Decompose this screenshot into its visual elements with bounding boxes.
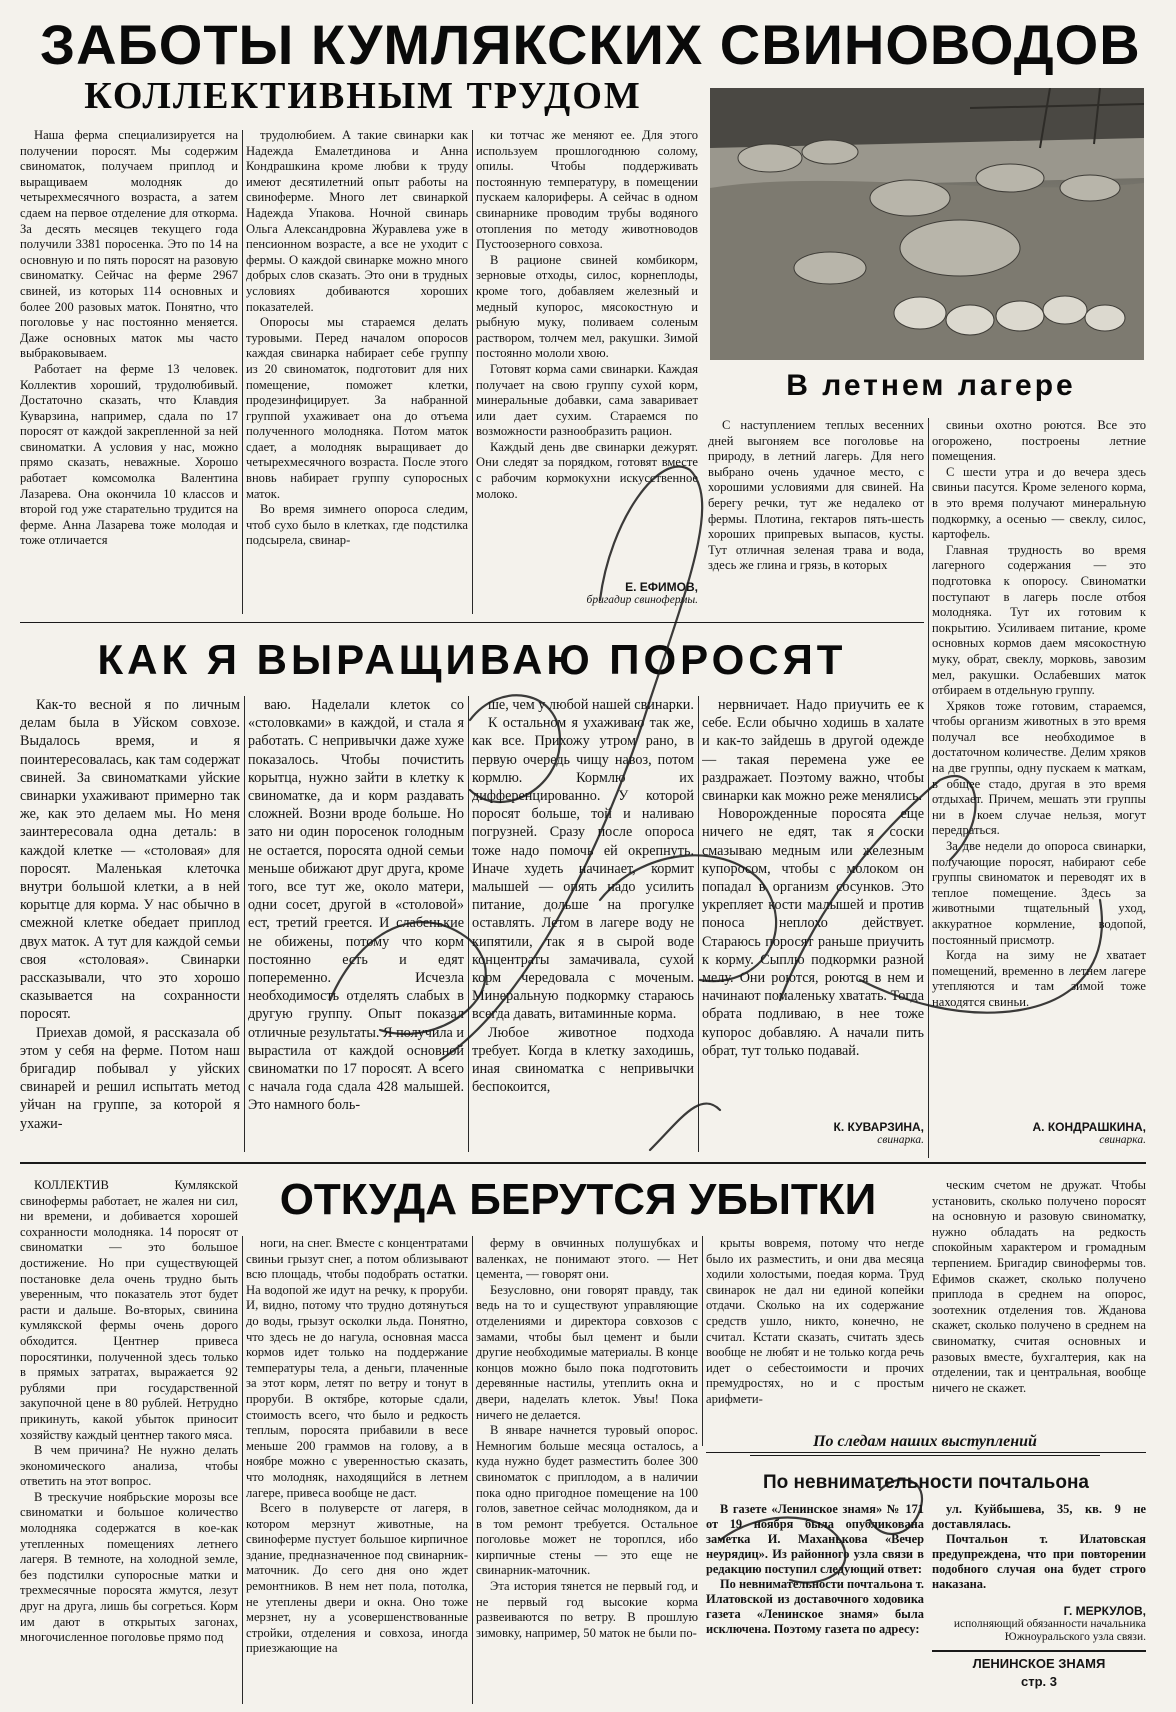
section-divider — [932, 1650, 1146, 1652]
article3-paragraph: Новорожденные поросята еще ничего не едят, так я соски смазываю медным или железным купоросом, чтобы с молоком он попадал в организм сосунков. Это укрепляет кости малышей и против поноса неплохо действует. Стараюсь поросят раньше приучить к корму. Сыплю подкормки разной мелу. Они роются, роются в нем и начинают помаленьку хватать. Тогда обрата подливаю, в нее тоже купорос добавляю. А начали пить обрат, тут только подавай. — [702, 806, 924, 1059]
article2-column-2 — [932, 418, 1146, 1118]
page-title: ЗАБОТЫ КУМЛЯКСКИХ СВИНОВОДОВ — [40, 13, 1141, 76]
article4-paragraph: Всего в полуверсте от лагеря, в котором мерзнут животные, на свиноферме пустует большое кирпичное здание, предназначенное под свинарник-маточник. До сего дня оно ждет ремонтников. В нем нет пола, потолка, не утеплены двери и окна. Оно тоже мерзнет, ну а усовершенствованные стройки, отделения и совхоза, иногда приезжающие на — [246, 1501, 468, 1656]
article1-paragraph: Опоросы мы стараемся делать туровыми. Перед началом опоросов каждая свинарка набирает себе группу из 20 свиноматок, подготовит для них помещение, поможет клетки, продезинфицирует. За набранной группой ухаживает она до отъема полученного молодняка. Потом маток сдает, а молодняк выращивает до четырехмесячного возраста. После этого вновь набирает группу супоросных маток. — [246, 315, 468, 501]
article3-paragraph: ваю. Наделали клеток со «столовками» в каждой, и стала я работать. С непривычки даже хуже показалось. Чтобы почистить корытца, нужно зайти в клетку к свиноматке, да и корм раздавать сложней. Возни вроде больше. Но зато ни один поросенок голодным не остается, поросята одной семьи меньше обижают друг друга, кроме того, все тут же, около матери, одни сосет, другой в «столовой» ест, третий греется. И слабенькие не обижены, потому что корм постоянно есть и едят попеременно. Исчезла необходимость отделять слабых в другую группу. Опыт показал отличные результаты. Я получила и вырастила от каждой основной свиноматки по 17 поросят. А всего с начала года сдала 428 малышей. Это намного боль- — [248, 697, 464, 1114]
article5-paragraph: В газете «Ленинское знамя» № 171 от 19 ноября была опубликована заметка И. Маханькова «Вечер неурядиц». Из районного узла связи в редакцию поступил следующий ответ: — [706, 1502, 924, 1576]
article3-paragraph: К остальном я ухаживаю так же, как все. Прихожу утром рано, в первую очередь чищу навоз, потом кормлю. Кормлю их дифференцированно. У которой поросят больше, той и наливаю погрузней. Сразу после опороса тоже надо помочь ей окрепнуть. Иначе худеть начинает, кормит малышей — опять надо усилить питание, дольше на прогулке оставлять. Летом в лагере воду не кипятили, так я в сырой воде концентраты замачивала, сухой корм чередовала с моченым. Минеральную подкормку стараюсь всегда давать, витаминные корма. — [472, 715, 694, 1023]
article4-paragraph: В январе начнется туровый опорос. Немногим больше месяца осталось, а куда нужно будет разместить более 300 свиноматок с приплодом, а в наличии пока одно пригодное помещение на 100 голов, заветное сейчас молодняком, да и в том ремонт требуется. Остальное поголовье может не тороплся, ибо кирпичные стены — это еще не свинарник-маточник. — [476, 1423, 698, 1578]
article2-author: А. КОНДРАШКИНА, — [1032, 1120, 1146, 1134]
article1-paragraph: Готовят корма сами свинарки. Каждая получает на свою группу сухой корм, минеральные добавки, сама заваривает или дает сухим. Стараемся по возможности разнообразить рацион. — [476, 361, 698, 439]
article4-column-1 — [20, 1178, 238, 1704]
article4-column-3 — [476, 1236, 698, 1704]
column-divider — [244, 696, 245, 1152]
article4-column-5 — [932, 1178, 1146, 1450]
pigs-photo-illustration — [710, 88, 1144, 360]
article3-column-2 — [248, 696, 464, 1156]
article5-paragraph: ул. Куйбышева, 35, кв. 9 не доставлялась. — [932, 1502, 1146, 1531]
article3-title: КАК Я ВЫРАЩИВАЮ ПОРОСЯТ — [97, 636, 847, 683]
article4-title: ОТКУДА БЕРУТСЯ УБЫТКИ — [279, 1175, 877, 1224]
article4-column-2 — [246, 1236, 468, 1704]
article4-paragraph: КОЛЛЕКТИВ Кумлякской свинофермы работает, не жалея ни сил, ни времени, и добивается хорошей сохранности молодняка. 14 поросят от свиноматки — это большое достижение. Но при существующей постановке дела очень трудно быть уверенным, что показатель этот будет расти и дальше. Во-вторых, свинина кумлякской фермы очень дорого обходится. Центнер привеса поросятинки, полученной здесь только в прямых затратах, выражается 92 рублями при государственной закупочной цене в 80 рублей. Нетрудно прикинуть, какой убыток приносит хозяйству каждый центнер такого мяса. — [20, 1178, 238, 1442]
column-divider — [472, 130, 473, 614]
article1-paragraph: Наша ферма специализируется на получении поросят. Мы содержим свиноматок, получаем приплод и выращиваем молодняк до четырехмесячного возраста, а затем сдаем на первое отделение для откорма. За десять месяцев текущего года получили 3381 поросенка. Это по 14 на основную и по пять поросят на разовую свиноматку. Сейчас на ферме 2967 свиней, из которых 114 основных и более 200 разовых маток. Понятно, что поголовье у нас постоянно меняется. Даже основных маток мы часто выбраковываем. — [20, 128, 238, 361]
article2-paragraph: С наступлением теплых весенних дней выгоняем все поголовье на природу, в летний лагерь. Для него выбрано очень удачное место, с хорошими условиями для свиней. На берегу речки, тут же недалеко от фермы. Плотина, гектаров пять-шесть хороших припревых выпасов, кусты. Тут отличная зеленая трава и вода, здесь же глина и грязь, в которых — [708, 418, 924, 573]
article3-author: К. КУВАРЗИНА, — [833, 1120, 924, 1134]
article5-title: По невнимательности почтальона — [763, 1472, 1089, 1493]
column-divider — [702, 1236, 703, 1446]
article5-column-2 — [932, 1502, 1146, 1602]
article3-paragraph: Как-то весной я по личным делам была в Уйском совхозе. Выдалось время, и я поинтересовалась, как там содержат свиней. За свиноматками уйские свинарки ухаживают примерно так же, как это делаем мы. Но меня заинтересовала одна деталь: в каждой клетке — «столовая» для поросят. Маленькая клеточка внутри большой клетки, а в ней корытце для корма. У нас обычно в смежной клетке обедает приплод двух маток. А тут для каждой семьи своя «столовая». Свинарки рассказывали, что это хорошо сказывается на сохранности поросят. — [20, 697, 240, 1023]
article3-author-role: свинарка. — [877, 1134, 924, 1146]
article4-paragraph: ноги, на снег. Вместе с концентратами свиньи грызут снег, а потом облизывают всю площадь, чтобы подобрать остатки. На водопой же идут на речку, к проруби. И, видно, потому что трудно дотянуться до воды, грызут осколки льда. Понятно, что здесь не до нагула, основная масса кормов идет только на поддержание температуры тела, а деньги, плаченные за этот корм, летят по ветру и тонут в проруби. В октябре, которые сдали, стоимость всего, что было и редкость теплым, поросята прибавили в весе меньше 200 граммов на голову, а в ноябре можно с уверенностью сказать, что молодняк, находящийся в летнем лагере, привеса вообще не даст. — [246, 1236, 468, 1500]
article2-paragraph: Хряков тоже готовим, стараемся, чтобы организм животных в это время получал все необходимое в достаточном количестве. Делим хряков на две группы, одну пускаем к маткам, в общее стадо, другая в это время отдыхает. Причем, мешать эти группы ни в коем случае нельзя, могут передраться. — [932, 698, 1146, 838]
article3-column-4 — [702, 696, 924, 1116]
article4-paragraph: Эта история тянется не первый год, и не первый год высокие корма развеиваются по ветру. В прошлую зимовку, например, 50 маток не были по- — [476, 1579, 698, 1640]
article1-author-role: бригадир свинофермы. — [586, 594, 698, 606]
article2-column-1 — [708, 418, 924, 614]
article1-paragraph: В рационе свиней комбикорм, зерновые отходы, силос, корнеплоды, кроме того, добавляем железный и медный купорос, мясокостную и рыбную муку, поливаем соленым раствором, толчем мел, ракушки. Зимой постоянно мололи хвою. — [476, 252, 698, 361]
article4-paragraph: ческим счетом не дружат. Чтобы установить, сколько получено поросят на основную и разовую свиноматку, нужно обладать на редкость спокойным характером и громадным терпением. Бригадир свинофермы тов. Ефимов скажет, сколько получено приплода в среднем на опорос, зоотехник отделения тов. Жданова скажет, сколько получено в среднем на свиноматку, считая основных и разовых вместе, бухгалтерия, как на отделении, так и центральная, вообще ничего не скажет. — [932, 1178, 1146, 1395]
article3-paragraph: ше, чем у любой нашей свинарки. — [488, 697, 694, 713]
article5-column-1 — [706, 1502, 924, 1682]
page-number: стр. 3 — [1021, 1674, 1057, 1689]
article2-paragraph: С шести утра и до вечера здесь свиньи пасутся. Кроме зеленого корма, в это время получают минеральную подкормку, а осенью — свеклу, силос, картофель. — [932, 464, 1146, 542]
article3-paragraph: нервничает. Надо приучить ее к себе. Если обычно ходишь в халате и как-то зайдешь в другой одежде — такая перемена уже ее раздражает. Поэтому важно, чтобы свинарки как можно реже менялись. — [702, 697, 924, 805]
newspaper-name: ЛЕНИНСКОЕ ЗНАМЯ — [972, 1656, 1106, 1671]
article5-author-role: исполняющий обязанности начальника Южноуральского узла связи. — [953, 1618, 1146, 1643]
column-divider — [242, 130, 243, 614]
article1-paragraph: трудолюбием. А такие свинарки как Надежда Емалетдинова и Анна Кондрашкина кроме любви к труду имеют десятилетний опыт работы на свиноферме. Много лет свинаркой Надежда Упакова. Ночной свинарь Ольга Александровна Журавлева уже в пенсионном возрасте, а все не уходит с фермы. О каждой свинарке можно много добрых слов сказать. Это они в трудных условиях добиваются хороших показателей. — [246, 128, 468, 314]
section-divider — [750, 1455, 1100, 1456]
article2-paragraph: Когда на зиму не хватает помещений, временно в летнем лагере утепляются и там зимой тоже находятся свиньи. — [932, 948, 1146, 1009]
article1-column-2 — [246, 128, 468, 616]
column-divider — [698, 696, 699, 1152]
article4-column-4 — [706, 1236, 924, 1444]
column-divider — [472, 1236, 473, 1704]
article1-paragraph: Каждый день две свинарки дежурят. Они следят за порядком, готовят вместе с рабочим кормокухни искусственное молоко. — [476, 439, 698, 501]
article3-column-1 — [20, 696, 240, 1156]
column-divider — [468, 696, 469, 1152]
article4-paragraph: В чем причина? Не нужно делать экономического анализа, чтобы ответить на этот вопрос. — [20, 1443, 238, 1489]
column-divider — [928, 418, 929, 1158]
article4-paragraph: В трескучие ноябрьские морозы все свиноматки и большое количество молодняка содержатся в кое-как утепленных помещениях летнего лагеря. В темноте, на холодной земле, без подстилки супоросные матки и трехмесячные поросята жмутся, лезут друг на друга, лишь бы согреться. Корм им дают в открытых загонах, многочисленное поголовье прямо под — [20, 1489, 238, 1645]
article5-paragraph: Почтальон т. Илатовская предупреждена, что при повторении подобного случая она будет строго наказана. — [932, 1532, 1146, 1591]
article3-paragraph: Приехав домой, я рассказала об этом у себя на ферме. Потом наш бригадир побывал у уйских свинарей и решил испытать метод уйчан на группе, за которой я ухажи- — [20, 1024, 240, 1132]
article2-paragraph: За две недели до опороса свинарки, получающие поросят, набирают себе группы свиноматок и переводят их в теплое помещение. Здесь за животными тщательный уход, аккуратное кормление, водопой, постоянный присмотр. — [932, 839, 1146, 947]
article2-paragraph: Главная трудность во время лагерного содержания — это подготовка к опоросу. Свиноматки поступают в лагерь после отбоя молодняка. Тут их готовим к покрытию. Усиливаем питание, кроме основных кормов даем мясокостную муку, обрат, свеклу, морковь, завозим мел, ракушки. Ослабевших маток отбираем в отдельную группу. — [932, 542, 1146, 698]
article2-paragraph: свиньи охотно роются. Все это огорожено, построены летние помещения. — [932, 418, 1146, 464]
article4-paragraph: ферму в овчинных полушубках и валенках, не понимают этого. — Нет цемента, — говорят они. — [476, 1236, 698, 1282]
column-divider — [242, 1236, 243, 1704]
article5-paragraph: По невнимательности почтальона т. Илатовской из доставочного ходовика газета «Ленинское знамя» была исключена. Поэтому газета по адресу: — [706, 1577, 924, 1636]
section-divider — [20, 1162, 1146, 1164]
article1-column-3 — [476, 128, 698, 586]
article2-author-role: свинарка. — [1099, 1134, 1146, 1146]
article1-paragraph: Во время зимнего опороса следим, чтоб сухо было в клетках, где подстилка подсырела, свинар- — [246, 502, 468, 548]
article5-author: Г. МЕРКУЛОВ, — [1063, 1604, 1146, 1618]
article1-paragraph: ки тотчас же меняют ее. Для этого используем прошлогоднюю солому, опилы. Чтобы поддерживать постоянную температуру, в помещении пускаем калориферы. А сейчас в одном свинарнике проводим трубы водяного отопления по методу животноводов Пустоозерного совхоза. — [476, 128, 698, 252]
pigs-photo — [710, 88, 1144, 360]
section-divider — [706, 1452, 1146, 1453]
article4-paragraph: Безусловно, они говорят правду, так ведь на то и существуют управляющие отделениями и директора совхозов с замами, чтобы был цемент и были другие необходимые материалы. В конце концов можно было пока подготовить деревянные настилы, утеплить окна и двери, наделать клеток. Увы! Пока ничего не делается. — [476, 1282, 698, 1422]
article4-paragraph: крыты вовремя, потому что негде было их разместить, и они два месяца ходили холостыми, поедая корма. Труд свинарок не дал ни единой копейки отдачи. Сколько на их содержание средств ушло, никто, конечно, не считал. Кстати сказать, считать здесь вообще не любят и не только когда речь идет о себестоимости и прочих премудростях, но и с простым арифмети- — [706, 1236, 924, 1406]
section-divider — [20, 622, 924, 623]
article2-title: В летнем лагере — [786, 369, 1076, 402]
article3-paragraph: Любое животное подхода требует. Когда в клетку заходишь, иная свиноматка с непривычки беспокоится, — [472, 1024, 694, 1096]
article1-paragraph: Работает на ферме 13 человек. Коллектив хороший, трудолюбивый. Достаточно сказать, что Клавдия Куварзина, например, сдала по 17 поросят от каждой закрепленной за ней свиноматки. А условия у нас, можно прямо сказать, неважные. Хорошо работает комсомолка Валентина Лазарева. Она окончила 10 классов и второй год уже старательно трудится на ферме. Анна Лазарева тоже молодая и тоже отличается — [20, 361, 238, 548]
article1-column-1 — [20, 128, 238, 616]
article1-title: КОЛЛЕКТИВНЫМ ТРУДОМ — [84, 75, 642, 117]
article1-author: Е. ЕФИМОВ, — [625, 580, 698, 594]
article3-column-3 — [472, 696, 694, 1156]
column-rubric: По следам наших выступлений — [813, 1433, 1037, 1450]
